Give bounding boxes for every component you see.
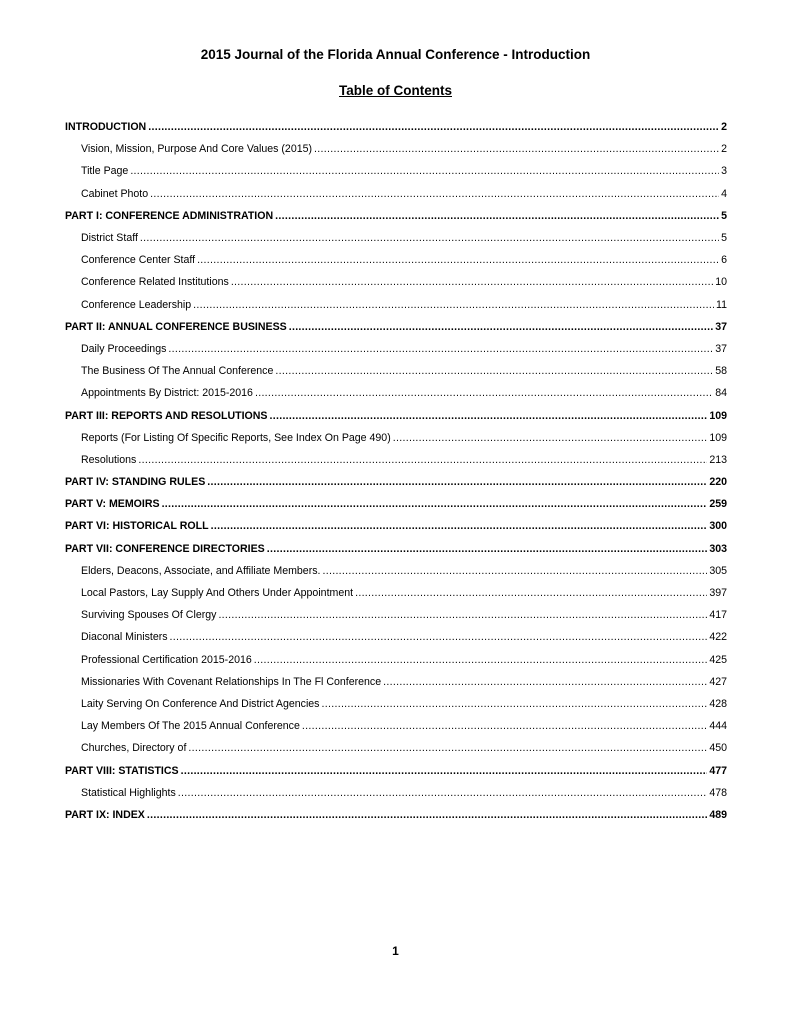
toc-entry[interactable] <box>65 183 727 205</box>
toc-entry-label: Conference Leadership <box>81 298 192 311</box>
toc-entry[interactable] <box>65 338 727 360</box>
toc-entry[interactable] <box>65 449 727 471</box>
toc-entry[interactable] <box>65 782 727 804</box>
toc-entry-label: Lay Members Of The 2015 Annual Conference <box>81 720 300 733</box>
toc-leader-dots <box>269 410 707 422</box>
toc-part-entry[interactable] <box>65 116 727 138</box>
toc-leader-dots <box>321 698 707 710</box>
toc-entry-page: 444 <box>709 720 727 733</box>
toc-entry-label: Conference Center Staff <box>81 254 196 267</box>
toc-part-entry[interactable] <box>65 538 727 560</box>
toc-part-entry[interactable] <box>65 493 727 515</box>
toc-entry[interactable] <box>65 649 727 671</box>
toc-part-entry[interactable] <box>65 759 727 781</box>
toc-entry-page: 6 <box>721 254 727 267</box>
toc-part-entry[interactable] <box>65 471 727 493</box>
toc-leader-dots <box>188 742 707 754</box>
toc-entry-label: Laity Serving On Conference And District Agencies <box>81 697 320 710</box>
toc-leader-dots <box>140 232 719 244</box>
toc-entry-label: Elders, Deacons, Associate, and Affiliate Members. <box>81 564 321 577</box>
toc-entry-page: 109 <box>709 409 727 422</box>
toc-entry-page: 58 <box>715 365 727 378</box>
toc-entry-page: 397 <box>709 587 727 600</box>
toc-entry-page: 2 <box>721 143 727 156</box>
toc-leader-dots <box>218 609 707 621</box>
toc-part-entry[interactable] <box>65 316 727 338</box>
toc-entry-page: 428 <box>709 697 727 710</box>
toc-entry-page: 4 <box>721 187 727 200</box>
toc-entry[interactable] <box>65 693 727 715</box>
toc-entry-label: Surviving Spouses Of Clergy <box>81 609 217 622</box>
toc-leader-dots <box>181 765 708 777</box>
toc-entry[interactable] <box>65 382 727 404</box>
toc-entry-page: 3 <box>721 165 727 178</box>
toc-entry-page: 417 <box>709 609 727 622</box>
toc-leader-dots <box>211 520 708 532</box>
toc-leader-dots <box>178 787 708 799</box>
toc-leader-dots <box>162 498 708 510</box>
toc-entry-page: 303 <box>709 542 727 555</box>
toc-entry[interactable] <box>65 427 727 449</box>
toc-leader-dots <box>130 165 719 177</box>
toc-entry[interactable] <box>65 560 727 582</box>
toc-entry-page: 2 <box>721 121 727 134</box>
toc-entry[interactable] <box>65 160 727 182</box>
toc-leader-dots <box>393 432 708 444</box>
toc-entry-label: PART III: REPORTS AND RESOLUTIONS <box>65 409 268 422</box>
toc-part-entry[interactable] <box>65 515 727 537</box>
toc-leader-dots <box>254 654 708 666</box>
page-number: 1 <box>392 944 399 958</box>
toc-entry-page: 11 <box>716 298 727 311</box>
toc-leader-dots <box>207 476 707 488</box>
toc-entry[interactable] <box>65 138 727 160</box>
toc-entry-page: 109 <box>709 431 727 444</box>
toc-entry[interactable] <box>65 737 727 759</box>
toc-entry-label: Cabinet Photo <box>81 187 149 200</box>
toc-entry-page: 5 <box>721 209 727 222</box>
toc-entry-label: Resolutions <box>81 453 137 466</box>
toc-entry[interactable] <box>65 271 727 293</box>
toc-entry-label: Conference Related Institutions <box>81 276 229 289</box>
toc-leader-dots <box>193 299 714 311</box>
toc-leader-dots <box>275 210 719 222</box>
toc-leader-dots <box>275 365 713 377</box>
toc-entry-page: 213 <box>709 453 727 466</box>
toc-heading: Table of Contents <box>339 83 452 98</box>
toc-leader-dots <box>148 121 719 133</box>
toc-entry-page: 84 <box>715 387 727 400</box>
toc-entry-label: PART VI: HISTORICAL ROLL <box>65 520 209 533</box>
toc-leader-dots <box>302 720 707 732</box>
toc-entry-label: Appointments By District: 2015-2016 <box>81 387 253 400</box>
toc-entry-page: 300 <box>709 520 727 533</box>
toc-entry[interactable] <box>65 671 727 693</box>
toc-entry-label: Title Page <box>81 165 129 178</box>
toc-entry-page: 425 <box>709 653 727 666</box>
toc-leader-dots <box>231 276 713 288</box>
toc-leader-dots <box>255 387 713 399</box>
toc-entry-label: The Business Of The Annual Conference <box>81 365 274 378</box>
toc-entry-page: 422 <box>709 631 727 644</box>
toc-entry-label: Statistical Highlights <box>81 786 176 799</box>
toc-entry-label: Local Pastors, Lay Supply And Others Under Appointment <box>81 587 354 600</box>
toc-leader-dots <box>267 543 708 555</box>
toc-leader-dots <box>150 188 719 200</box>
toc-entry-label: PART IV: STANDING RULES <box>65 476 206 489</box>
toc-leader-dots <box>383 676 707 688</box>
toc-entry-page: 259 <box>709 498 727 511</box>
toc-entry[interactable] <box>65 582 727 604</box>
toc-leader-dots <box>170 631 708 643</box>
toc-entry-label: District Staff <box>81 232 138 245</box>
toc-entry[interactable] <box>65 626 727 648</box>
toc-leader-dots <box>355 587 707 599</box>
document-title: 2015 Journal of the Florida Annual Conference - Introduction <box>200 47 591 62</box>
toc-entry-page: 450 <box>709 742 727 755</box>
toc-entry[interactable] <box>65 360 727 382</box>
toc-entry-label: Reports (For Listing Of Specific Reports, See Index On Page 490) <box>81 431 391 444</box>
toc-entry-page: 427 <box>709 675 727 688</box>
toc-entry-label: Professional Certification 2015-2016 <box>81 653 252 666</box>
toc-entry-label: Churches, Directory of <box>81 742 187 755</box>
toc-entry-page: 478 <box>709 786 727 799</box>
toc-entry-page: 37 <box>715 342 727 355</box>
toc-entry-label: PART I: CONFERENCE ADMINISTRATION <box>65 209 274 222</box>
toc-entry[interactable] <box>65 604 727 626</box>
toc-entry[interactable] <box>65 294 727 316</box>
toc-entry-label: PART VII: CONFERENCE DIRECTORIES <box>65 542 265 555</box>
toc-entry-label: PART II: ANNUAL CONFERENCE BUSINESS <box>65 320 287 333</box>
toc-entry-page: 5 <box>721 232 727 245</box>
toc-entry-label: PART V: MEMOIRS <box>65 498 160 511</box>
table-of-contents <box>65 116 727 826</box>
toc-entry-page: 477 <box>709 764 727 777</box>
toc-part-entry[interactable] <box>65 404 727 426</box>
toc-entry[interactable] <box>65 715 727 737</box>
toc-entry-label: Daily Proceedings <box>81 342 167 355</box>
toc-leader-dots <box>289 321 714 333</box>
toc-entry[interactable] <box>65 249 727 271</box>
toc-entry[interactable] <box>65 227 727 249</box>
toc-entry-label: Vision, Mission, Purpose And Core Values (2015) <box>81 143 313 156</box>
toc-leader-dots <box>168 343 713 355</box>
toc-leader-dots <box>138 454 707 466</box>
toc-leader-dots <box>147 809 707 821</box>
toc-entry-page: 305 <box>709 564 727 577</box>
toc-entry-page: 489 <box>709 808 727 821</box>
toc-entry-label: INTRODUCTION <box>65 121 147 134</box>
toc-leader-dots <box>197 254 719 266</box>
toc-entry-label: PART VIII: STATISTICS <box>65 764 179 777</box>
toc-part-entry[interactable] <box>65 205 727 227</box>
toc-entry-page: 37 <box>715 320 727 333</box>
toc-entry-page: 220 <box>709 476 727 489</box>
toc-entry-page: 10 <box>715 276 727 289</box>
toc-entry-label: PART IX: INDEX <box>65 808 145 821</box>
toc-entry-label: Missionaries With Covenant Relationships In The Fl Conference <box>81 675 382 688</box>
toc-part-entry[interactable] <box>65 804 727 826</box>
toc-leader-dots <box>314 143 719 155</box>
toc-entry-label: Diaconal Ministers <box>81 631 168 644</box>
toc-leader-dots <box>322 565 707 577</box>
